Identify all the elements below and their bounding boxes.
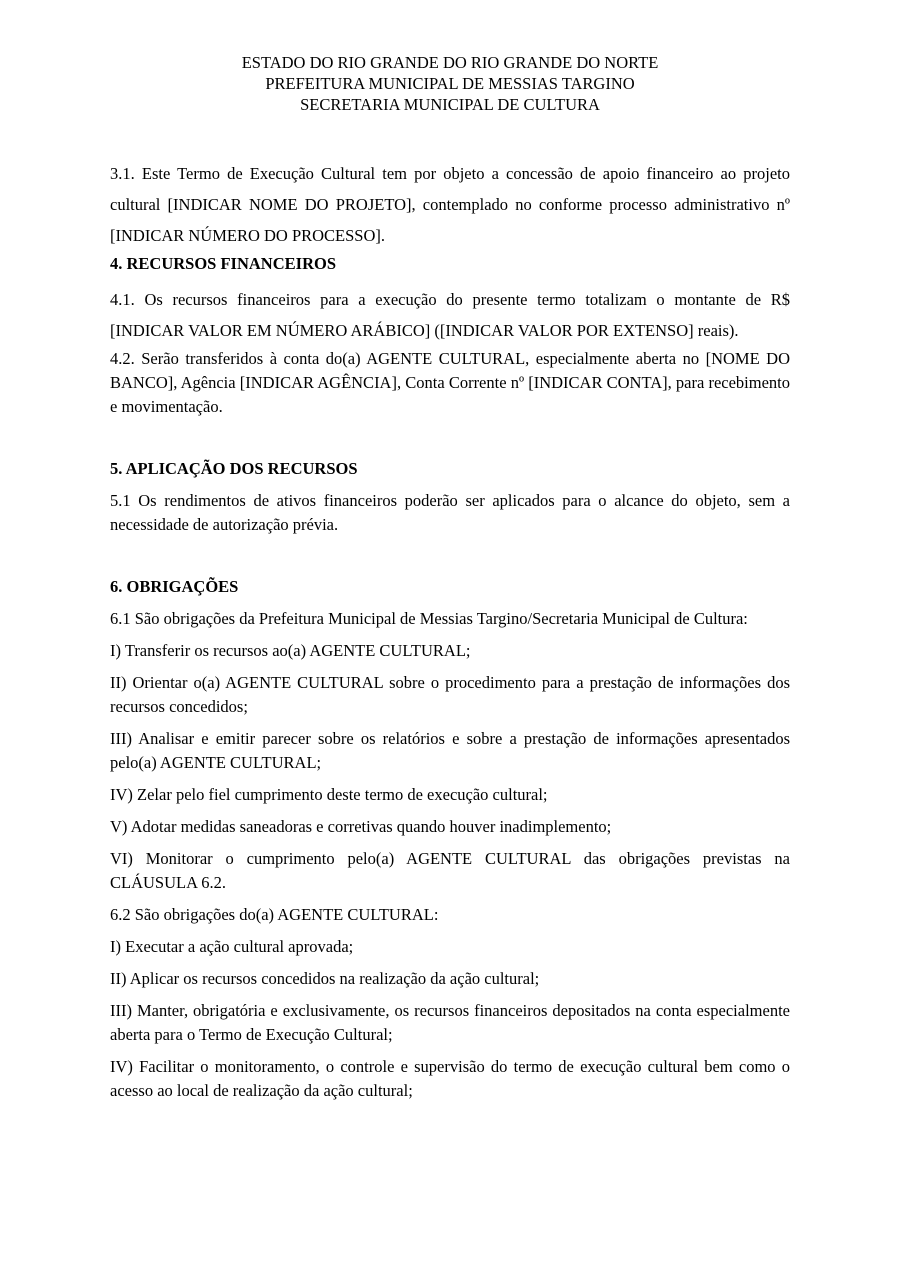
obligation-6-1-item-2: II) Orientar o(a) AGENTE CULTURAL sobre o procedimento para a prestação de informações dos recursos concedidos; xyxy=(110,673,790,716)
paragraph-6-2: 6.2 São obrigações do(a) AGENTE CULTURAL: xyxy=(110,905,439,924)
document-header xyxy=(110,52,790,115)
obligation-6-1-item-4: IV) Zelar pelo fiel cumprimento deste termo de execução cultural; xyxy=(110,785,548,804)
paragraph-5-1: 5.1 Os rendimentos de ativos financeiros poderão ser aplicados para o alcance do objeto, sem a necessidade de autorização prévia. xyxy=(110,491,790,534)
paragraph-4-1: 4.1. Os recursos financeiros para a execução do presente termo totalizam o montante de R$ [INDICAR VALOR EM NÚMERO ARÁBICO] ([INDICAR VALOR POR EXTENSO] reais). xyxy=(110,290,790,340)
obligation-6-1-item-5: V) Adotar medidas saneadoras e corretivas quando houver inadimplemento; xyxy=(110,817,612,836)
document-body xyxy=(110,158,790,1103)
paragraph-4-2: 4.2. Serão transferidos à conta do(a) AGENTE CULTURAL, especialmente aberta no [NOME DO BANCO], Agência [INDICAR AGÊNCIA], Conta Corrente nº [INDICAR CONTA], para recebimento e movimentação. xyxy=(110,349,790,416)
obligation-6-2-item-1: I) Executar a ação cultural aprovada; xyxy=(110,937,354,956)
obligation-6-1-item-3: III) Analisar e emitir parecer sobre os relatórios e sobre a prestação de informações apresentados pelo(a) AGENTE CULTURAL; xyxy=(110,729,790,772)
paragraph-6-1: 6.1 São obrigações da Prefeitura Municipal de Messias Targino/Secretaria Municipal de Cultura: xyxy=(110,609,748,628)
section-heading-6-obrigacoes: 6. OBRIGAÇÕES xyxy=(110,577,239,596)
header-line-estado: ESTADO DO RIO GRANDE DO RIO GRANDE DO NORTE xyxy=(241,53,659,72)
paragraph-3-1: 3.1. Este Termo de Execução Cultural tem por objeto a concessão de apoio financeiro ao projeto cultural [INDICAR NOME DO PROJETO], contemplado no conforme processo administrativo nº [INDICAR NÚMERO DO PROCESSO]. xyxy=(110,164,790,245)
obligation-6-1-item-6: VI) Monitorar o cumprimento pelo(a) AGENTE CULTURAL das obrigações previstas na CLÁUSULA 6.2. xyxy=(110,849,790,892)
obligation-6-2-item-2: II) Aplicar os recursos concedidos na realização da ação cultural; xyxy=(110,969,540,988)
obligation-6-1-item-1: I) Transferir os recursos ao(a) AGENTE CULTURAL; xyxy=(110,641,471,660)
obligation-6-2-item-3: III) Manter, obrigatória e exclusivamente, os recursos financeiros depositados na conta especialmente aberta para o Termo de Execução Cultural; xyxy=(110,1001,790,1044)
section-heading-5-aplicacao-dos-recursos: 5. APLICAÇÃO DOS RECURSOS xyxy=(110,459,358,478)
header-line-secretaria: SECRETARIA MUNICIPAL DE CULTURA xyxy=(300,95,600,114)
section-heading-4-recursos-financeiros: 4. RECURSOS FINANCEIROS xyxy=(110,254,336,273)
obligation-6-2-item-4: IV) Facilitar o monitoramento, o controle e supervisão do termo de execução cultural bem como o acesso ao local de realização da ação cultural; xyxy=(110,1057,790,1100)
header-line-prefeitura: PREFEITURA MUNICIPAL DE MESSIAS TARGINO xyxy=(265,74,635,93)
